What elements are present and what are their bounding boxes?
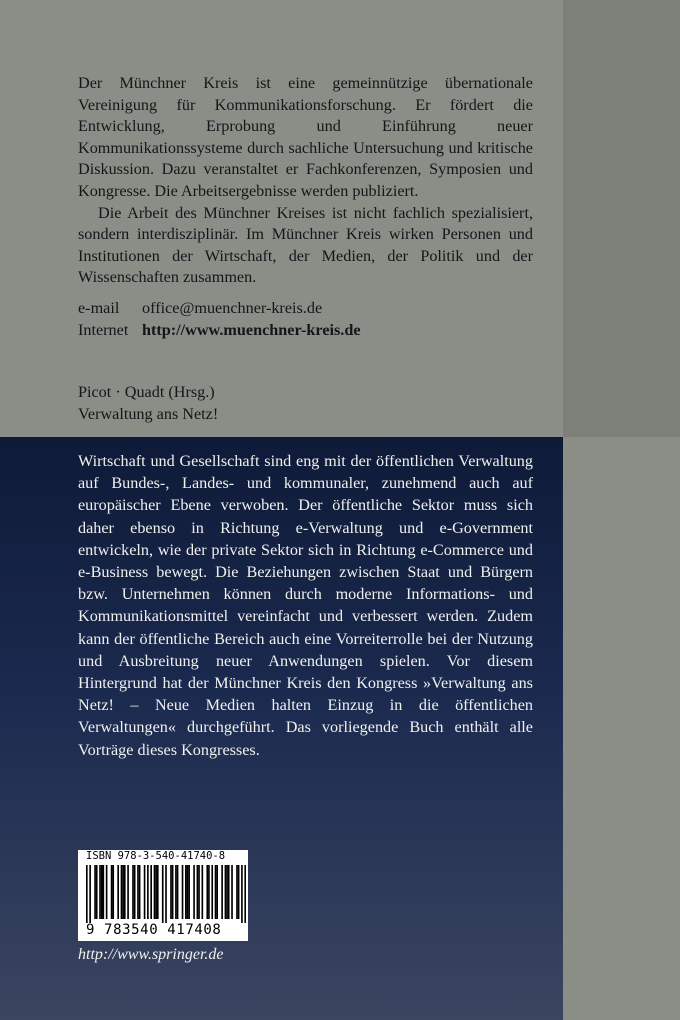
barcode-bar: [157, 865, 159, 919]
barcode-bar: [137, 865, 139, 919]
barcode-bar: [197, 865, 199, 919]
barcode-bar: [150, 865, 152, 919]
barcode-bar: [182, 865, 184, 919]
contact-block: [78, 298, 533, 341]
barcode-bar: [208, 865, 210, 919]
barcode-bar: [147, 865, 149, 919]
barcode-bar: [241, 865, 243, 923]
blurb-text: Wirtschaft und Gesellschaft sind eng mit der öffentlichen Verwaltung auf Bundes-, Landes- und kommunaler, zunehmend auch auf europäischer Ebene verwoben. Der öffentliche Sektor muss sich daher ebenso in Richtung e-Verwaltung und e-Government entwickeln, wie der private Sektor sich in Richtung e-Commerce und e-Business bewegt. Die Beziehungen zwischen Staat und Bürgern bzw. Unternehmen können durch moderne Informations- und Kommunikationsmittel vereinfacht und verbessert werden. Zudem kann der öffentliche Bereich auch eine Vorreiterrolle bei der Nutzung und Ausbreitung neuer Anwendungen spielen. Vor diesem Hintergrund hat der Münchner Kreis den Kongress »Verwaltung ans Netz! – Neue Medien halten Einzug in die öffentlichen Verwaltungen« durchgeführt. Das vorliegende Buch enthält alle Vorträge dieses Kongresses.: [78, 452, 533, 759]
barcode-bar: [198, 865, 200, 919]
barcode-bar: [170, 865, 172, 919]
barcode-bar: [154, 865, 156, 919]
internet-row: [78, 320, 533, 342]
barcode-bar: [226, 865, 228, 919]
isbn-label: ISBN 978-3-540-41740-8: [86, 850, 226, 862]
barcode-bar: [206, 865, 208, 919]
barcode-bar: [103, 865, 105, 919]
barcode-bar: [94, 865, 96, 919]
barcode-bar: [193, 865, 195, 919]
barcode-bar: [215, 865, 217, 919]
barcode-bar: [185, 865, 187, 919]
intro-paragraph-1: Der Münchner Kreis ist eine gemeinnützige übernationale Vereinigung für Kommunikationsforschung. Er fördert die Entwicklung, Erprobung und Einführung neuer Kommunikationssysteme durch sachliche Untersuchung und kritische Diskussion. Dazu veranstaltet er Fachkonferenzen, Symposien und Kongresse. Die Arbeitsergebnisse werden publiziert.: [78, 74, 533, 200]
barcode-bar: [132, 865, 134, 919]
barcode: [78, 850, 248, 941]
barcode-bar: [134, 865, 136, 919]
book-editors: Picot · Quadt (Hrsg.): [78, 383, 215, 401]
barcode-bar: [89, 865, 91, 923]
barcode-bar: [124, 865, 126, 919]
barcode-bar: [177, 865, 179, 919]
barcode-bar: [172, 865, 174, 919]
barcode-bar: [122, 865, 124, 919]
bottom-right-strip: [563, 437, 680, 1020]
barcode-bar: [112, 865, 114, 919]
right-color-strip: [563, 0, 680, 437]
barcode-bar: [221, 865, 223, 919]
barcode-bar: [96, 865, 98, 919]
email-label: e-mail: [78, 299, 120, 317]
barcode-bar: [216, 865, 218, 919]
publisher-link[interactable]: http://www.springer.de: [78, 946, 224, 963]
book-info: [78, 382, 533, 425]
barcode-bar: [111, 865, 113, 919]
barcode-bar: [175, 865, 177, 919]
barcode-bar: [99, 865, 101, 919]
barcode-bar: [121, 865, 123, 919]
internet-label: Internet: [78, 320, 129, 339]
barcode-bar: [155, 865, 157, 919]
internet-link[interactable]: http://www.muenchner-kreis.de: [142, 320, 361, 339]
intro-paragraph-2: Die Arbeit des Münchner Kreises ist nicht fachlich spezialisiert, sondern interdisziplinär. Im Münchner Kreis wirken Personen und Institutionen der Wirtschaft, der Medien, der Politik und der Wissenschaften zusammen.: [78, 203, 533, 287]
barcode-bar: [244, 865, 246, 923]
intro-text: [78, 73, 533, 289]
barcode-bar: [139, 865, 141, 919]
barcode-bar: [188, 865, 190, 919]
barcode-bar: [162, 865, 164, 923]
barcode-bar: [144, 865, 146, 919]
email-value[interactable]: office@muenchner-kreis.de: [142, 299, 323, 317]
barcode-bar: [202, 865, 204, 919]
email-row: [78, 298, 533, 320]
barcode-bar: [127, 865, 129, 919]
barcode-bars: [80, 865, 246, 923]
barcode-bar: [106, 865, 108, 919]
barcode-bar: [225, 865, 227, 919]
barcode-bar: [238, 865, 240, 919]
barcode-bar: [101, 865, 103, 919]
barcode-bar: [228, 865, 230, 919]
barcode-digits: 9 783540 417408: [86, 922, 222, 938]
barcode-bar: [211, 865, 213, 919]
barcode-bar: [236, 865, 238, 919]
book-title: Verwaltung ans Netz!: [78, 404, 219, 423]
barcode-bar: [187, 865, 189, 919]
barcode-bar: [165, 865, 167, 923]
barcode-bar: [117, 865, 119, 919]
barcode-bar: [86, 865, 88, 923]
barcode-bar: [231, 865, 233, 919]
